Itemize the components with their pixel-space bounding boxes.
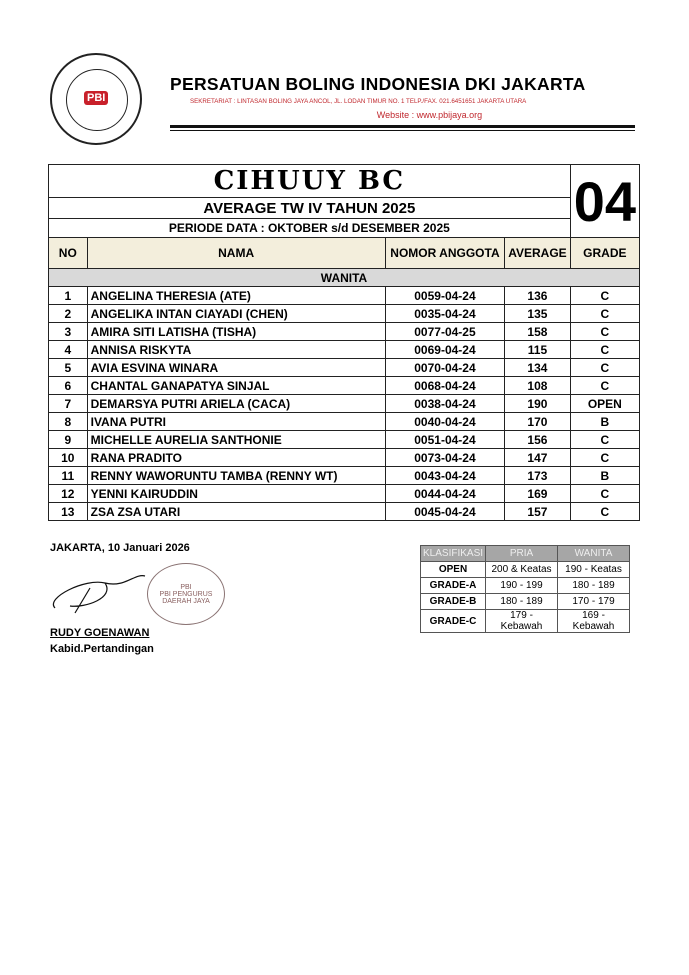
klasifikasi-cell: 190 - Keatas <box>558 562 630 578</box>
row-name: YENNI KAIRUDDIN <box>87 485 385 503</box>
row-name: AVIA ESVINA WINARA <box>87 359 385 377</box>
header-nama: NAMA <box>87 238 385 269</box>
row-no: 10 <box>49 449 88 467</box>
row-no: 4 <box>49 341 88 359</box>
header-nomor: NOMOR ANGGOTA <box>385 238 505 269</box>
table-row <box>49 413 640 431</box>
row-no: 3 <box>49 323 88 341</box>
row-grade: B <box>570 467 639 485</box>
row-grade: C <box>570 431 639 449</box>
row-member-id: 0045-04-24 <box>385 503 505 521</box>
klasifikasi-table <box>420 545 630 633</box>
header-average: AVERAGE <box>505 238 570 269</box>
row-member-id: 0070-04-24 <box>385 359 505 377</box>
table-row <box>49 395 640 413</box>
klasifikasi-cell: GRADE-C <box>421 610 486 633</box>
klasifikasi-cell: 180 - 189 <box>558 578 630 594</box>
row-average: 135 <box>505 305 570 323</box>
row-name: MICHELLE AURELIA SANTHONIE <box>87 431 385 449</box>
header-grade: GRADE <box>570 238 639 269</box>
klasifikasi-cell: 200 & Keatas <box>486 562 558 578</box>
row-grade: C <box>570 449 639 467</box>
section-wanita: WANITA <box>49 269 640 287</box>
row-average: 108 <box>505 377 570 395</box>
row-name: CHANTAL GANAPATYA SINJAL <box>87 377 385 395</box>
place-date: JAKARTA, 10 Januari 2026 <box>50 542 190 554</box>
row-grade: C <box>570 377 639 395</box>
row-name: ZSA ZSA UTARI <box>87 503 385 521</box>
klasifikasi-header: PRIA <box>486 546 558 562</box>
klasifikasi-cell: 180 - 189 <box>486 594 558 610</box>
row-member-id: 0068-04-24 <box>385 377 505 395</box>
row-no: 9 <box>49 431 88 449</box>
row-average: 158 <box>505 323 570 341</box>
row-member-id: 0073-04-24 <box>385 449 505 467</box>
row-member-id: 0069-04-24 <box>385 341 505 359</box>
klasifikasi-cell: 169 - Kebawah <box>558 610 630 633</box>
klasifikasi-row <box>421 610 630 633</box>
row-no: 12 <box>49 485 88 503</box>
table-row <box>49 503 640 521</box>
table-row <box>49 467 640 485</box>
table-row <box>49 431 640 449</box>
row-average: 190 <box>505 395 570 413</box>
table-row <box>49 341 640 359</box>
klasifikasi-header: KLASIFIKASI <box>421 546 486 562</box>
club-name: CIHUUY BC <box>49 165 571 198</box>
row-grade: C <box>570 305 639 323</box>
row-grade: C <box>570 341 639 359</box>
row-member-id: 0059-04-24 <box>385 287 505 305</box>
signature <box>45 568 155 618</box>
row-member-id: 0044-04-24 <box>385 485 505 503</box>
row-member-id: 0077-04-25 <box>385 323 505 341</box>
row-member-id: 0038-04-24 <box>385 395 505 413</box>
doc-number: 04 <box>570 165 639 238</box>
header-no: NO <box>49 238 88 269</box>
table-row <box>49 449 640 467</box>
pbi-logo: PBI <box>50 53 142 145</box>
row-grade: C <box>570 359 639 377</box>
row-no: 7 <box>49 395 88 413</box>
row-name: RANA PRADITO <box>87 449 385 467</box>
row-name: ANGELINA THERESIA (ATE) <box>87 287 385 305</box>
klasifikasi-cell: OPEN <box>421 562 486 578</box>
row-no: 2 <box>49 305 88 323</box>
row-name: IVANA PUTRI <box>87 413 385 431</box>
table-row <box>49 323 640 341</box>
row-average: 173 <box>505 467 570 485</box>
org-name: PERSATUAN BOLING INDONESIA DKI JAKARTA <box>170 74 586 94</box>
row-name: ANGELIKA INTAN CIAYADI (CHEN) <box>87 305 385 323</box>
klasifikasi-cell: 179 - Kebawah <box>486 610 558 633</box>
row-member-id: 0051-04-24 <box>385 431 505 449</box>
table-row <box>49 377 640 395</box>
stamp: PBI PBI PENGURUS DAERAH JAYA <box>147 563 225 625</box>
row-no: 8 <box>49 413 88 431</box>
signer-role: Kabid.Pertandingan <box>50 643 154 655</box>
klasifikasi-cell: 170 - 179 <box>558 594 630 610</box>
row-no: 13 <box>49 503 88 521</box>
website: Website : www.pbijaya.org <box>376 110 483 120</box>
address: SEKRETARIAT : LINTASAN BOLING JAYA ANCOL, JL. LODAN TIMUR NO. 1 TELP./FAX. 021.6451651 JAKARTA UTARA <box>190 98 527 105</box>
table-row <box>49 305 640 323</box>
klasifikasi-cell: GRADE-B <box>421 594 486 610</box>
row-no: 5 <box>49 359 88 377</box>
row-average: 115 <box>505 341 570 359</box>
row-grade: C <box>570 503 639 521</box>
table-row <box>49 485 640 503</box>
klasifikasi-header: WANITA <box>558 546 630 562</box>
signer-name: RUDY GOENAWAN <box>50 627 150 639</box>
row-grade: B <box>570 413 639 431</box>
klasifikasi-row <box>421 562 630 578</box>
row-no: 11 <box>49 467 88 485</box>
row-no: 1 <box>49 287 88 305</box>
klasifikasi-cell: GRADE-A <box>421 578 486 594</box>
row-name: DEMARSYA PUTRI ARIELA (CACA) <box>87 395 385 413</box>
table-row <box>49 359 640 377</box>
row-member-id: 0040-04-24 <box>385 413 505 431</box>
row-average: 147 <box>505 449 570 467</box>
row-grade: OPEN <box>570 395 639 413</box>
row-average: 157 <box>505 503 570 521</box>
row-average: 156 <box>505 431 570 449</box>
row-average: 170 <box>505 413 570 431</box>
row-name: AMIRA SITI LATISHA (TISHA) <box>87 323 385 341</box>
klasifikasi-cell: 190 - 199 <box>486 578 558 594</box>
klasifikasi-row <box>421 578 630 594</box>
klasifikasi-row <box>421 594 630 610</box>
row-grade: C <box>570 323 639 341</box>
row-average: 134 <box>505 359 570 377</box>
row-grade: C <box>570 485 639 503</box>
divider <box>170 130 635 131</box>
period: PERIODE DATA : OKTOBER s/d DESEMBER 2025 <box>49 219 571 238</box>
row-member-id: 0043-04-24 <box>385 467 505 485</box>
row-name: ANNISA RISKYTA <box>87 341 385 359</box>
row-member-id: 0035-04-24 <box>385 305 505 323</box>
row-average: 136 <box>505 287 570 305</box>
row-name: RENNY WAWORUNTU TAMBA (RENNY WT) <box>87 467 385 485</box>
doc-title: AVERAGE TW IV TAHUN 2025 <box>49 198 571 219</box>
row-grade: C <box>570 287 639 305</box>
table-row <box>49 287 640 305</box>
average-table <box>48 164 640 521</box>
row-no: 6 <box>49 377 88 395</box>
row-average: 169 <box>505 485 570 503</box>
divider <box>170 125 635 128</box>
